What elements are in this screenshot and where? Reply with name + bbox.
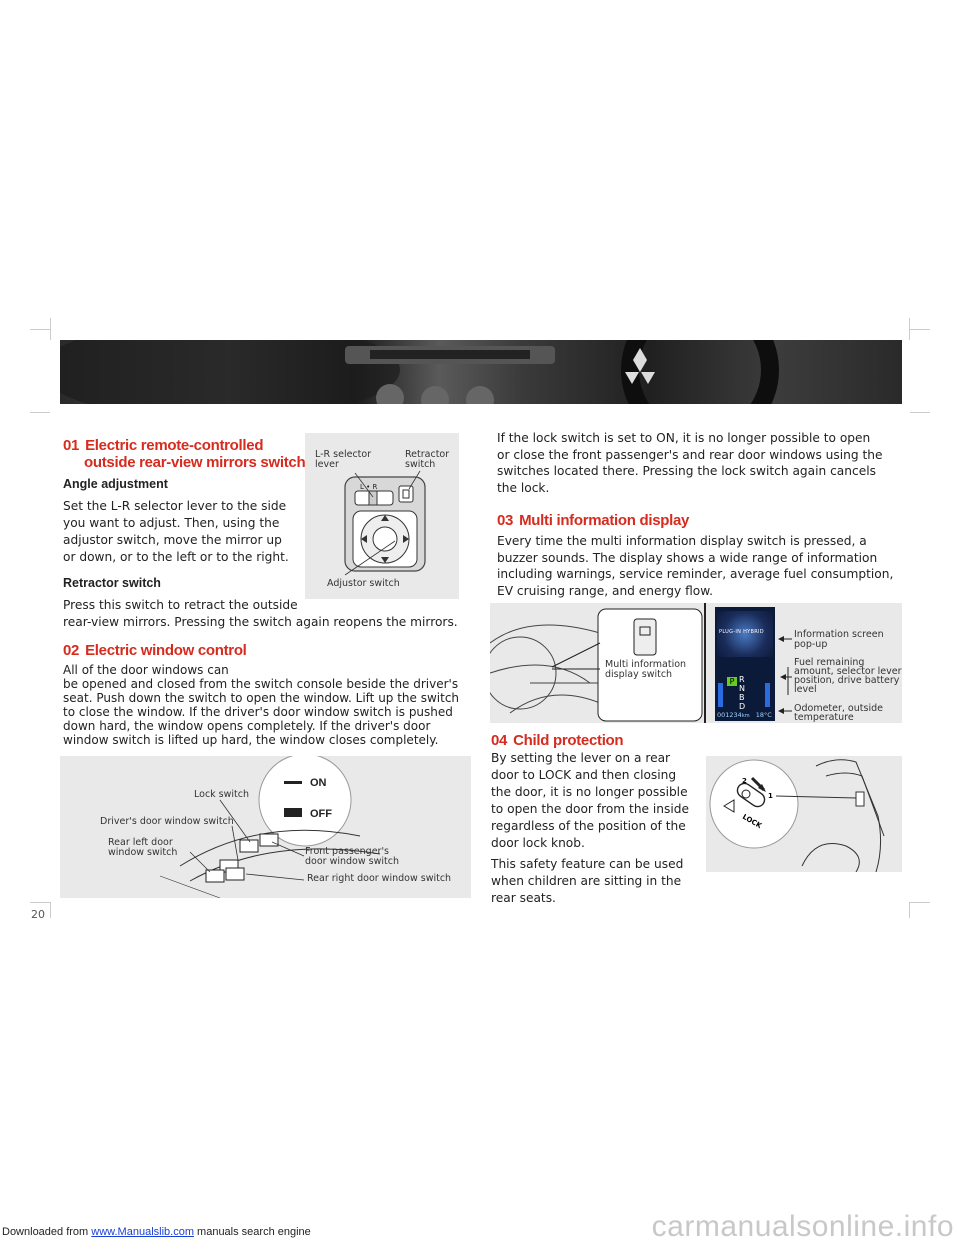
s03-line-1: Every time the multi information display switch is pressed, a [497,534,867,548]
lock-line-2: or close the front passenger's and rear door windows using the [497,447,883,462]
section-03-body [497,533,893,599]
s04b-line-1: This safety feature can be used [491,857,684,871]
on-label: ON [310,777,327,789]
section-01-title [63,437,263,455]
section-03-title-text: Multi information display [519,512,690,529]
crop-line-mid-right [910,412,930,413]
crop-line-top-right [910,329,930,330]
lock-number-2: 2 [742,777,747,785]
dashboard-banner-image [60,340,902,404]
angle-line-1: Set the L-R selector lever to the side [63,499,287,513]
crop-line-bot-right [910,902,930,903]
window-switch-figure [60,756,471,898]
front-passenger-window-switch-label: Front passenger's door window switch [305,846,399,867]
download-banner [2,1226,311,1238]
off-label: OFF [310,808,332,820]
angle-line-4: or down, or to the left or to the right. [63,550,289,564]
child-lock-drawing [706,756,902,872]
section-01-title-line1: Electric remote-controlled [85,437,264,454]
s03-line-2: buzzer sounds. The display shows a wide range of information [497,550,878,565]
lcd-gear-p: P [727,677,737,686]
s04b-line-3: rear seats. [491,891,556,905]
retractor-switch-heading: Retractor switch [63,576,161,590]
lock-line-4: the lock. [497,480,550,495]
temp-value: 18°C [755,711,772,719]
s03-line-4: EV cruising range, and energy flow. [497,583,713,598]
retractor-switch-body [63,597,458,631]
s04-line-4: to open the door from the inside [491,802,689,816]
page-number: 20 [31,908,45,921]
fuel-remaining-label: Fuel remaining amount, selector lever position, drive battery level [794,657,902,695]
s02-line-5: down hard, the window opens completely. If the driver's door [63,719,431,733]
banner-suffix: manuals search engine [193,1226,311,1238]
angle-line-2: you want to adjust. Then, using the [63,516,280,530]
s04-line-1: By setting the lever on a rear [491,751,671,765]
crop-vert-bl [50,902,51,918]
child-lock-figure [706,756,902,872]
watermark: carmanualsonline.info [651,1210,954,1243]
section-04-title-text: Child protection [513,732,624,749]
section-01-title-line2: outside rear-view mirrors switch [84,454,306,471]
s02-line-4: to close the window. If the driver's door window switch is pushed [63,705,453,719]
s04-line-2: door to LOCK and then closing [491,768,677,782]
crop-line-top-left [30,329,50,330]
s03-line-3: including warnings, service reminder, average fuel consumption, [497,567,894,581]
odometer-label: Odometer, outside temperature [794,703,883,723]
section-03-number: 03 [497,512,514,529]
crop-vert-tl [50,318,51,340]
section-01-number: 01 [63,437,80,454]
lock-line-1: If the lock switch is set to ON, it is no longer possible to open [497,431,871,445]
odo-value: 001234 [717,711,742,719]
lock-switch-text [497,430,882,496]
crop-line-mid-left [30,412,50,413]
driver-window-switch-label: Driver's door window switch [100,816,234,827]
dashboard-illustration [60,340,902,404]
s02-line-3: seat. Push down the switch to open the window. Lift up the switch [63,691,460,705]
retractor-line-2: rear-view mirrors. Pressing the switch again reopens the mirrors. [63,615,458,629]
s04-line-6: door lock knob. [491,836,585,850]
retractor-label: Retractor switch [405,449,450,470]
lock-switch-label: Lock switch [194,789,250,800]
section-04-number: 04 [491,732,508,749]
odo-unit: km [741,713,750,719]
section-02-title [63,642,247,660]
section-02-number: 02 [63,642,80,659]
rear-right-window-switch-label: Rear right door window switch [307,873,452,884]
lever-letters: L • R [360,483,378,491]
s04-line-3: the door, it is no longer possible [491,785,688,799]
lr-selector-label: L-R selector lever [315,449,372,470]
mirror-switch-figure [305,433,459,599]
multi-info-display-figure [490,603,902,723]
mid-switch-label: Multi information display switch [605,659,687,680]
lock-number-1: 1 [768,792,773,800]
lock-word: LOCK [741,812,763,831]
s02-line-2: be opened and closed from the switch console beside the driver's [63,677,459,691]
section-02-title-text: Electric window control [85,642,247,659]
angle-adjustment-heading: Angle adjustment [63,477,168,491]
lcd-logo-text: PLUG-IN HYBRID [719,629,764,635]
crop-line-bot-left [30,902,50,903]
s02-line-1: All of the door windows can [63,663,229,677]
section-04-title [491,732,623,750]
s04b-line-2: when children are sitting in the [491,874,682,888]
manualslib-link[interactable]: www.Manualslib.com [91,1226,194,1238]
retractor-line-1: Press this switch to retract the outside [63,598,298,612]
rear-left-window-switch-label: Rear left door window switch [108,837,178,858]
lcd-gear-letters: R N B D [739,675,746,711]
info-popup-label: Information screen pop-up [794,629,884,650]
angle-line-3: adjustor switch, move the mirror up [63,533,282,547]
section-04-body [491,750,689,907]
crop-vert-br [909,902,910,918]
section-02-body [63,663,459,747]
s04-line-5: regardless of the position of the [491,819,686,833]
banner-prefix: Downloaded from [2,1226,92,1238]
s02-line-6: window switch is lifted up hard, the window closes completely. [63,733,439,747]
crop-vert-tr [909,318,910,340]
section-03-title [497,512,689,530]
adjustor-label: Adjustor switch [327,578,400,589]
lock-line-3: switches located there. Pressing the lock switch again cancels [497,464,876,478]
angle-adjustment-body [63,498,289,566]
mirror-switch-drawing [305,433,459,599]
